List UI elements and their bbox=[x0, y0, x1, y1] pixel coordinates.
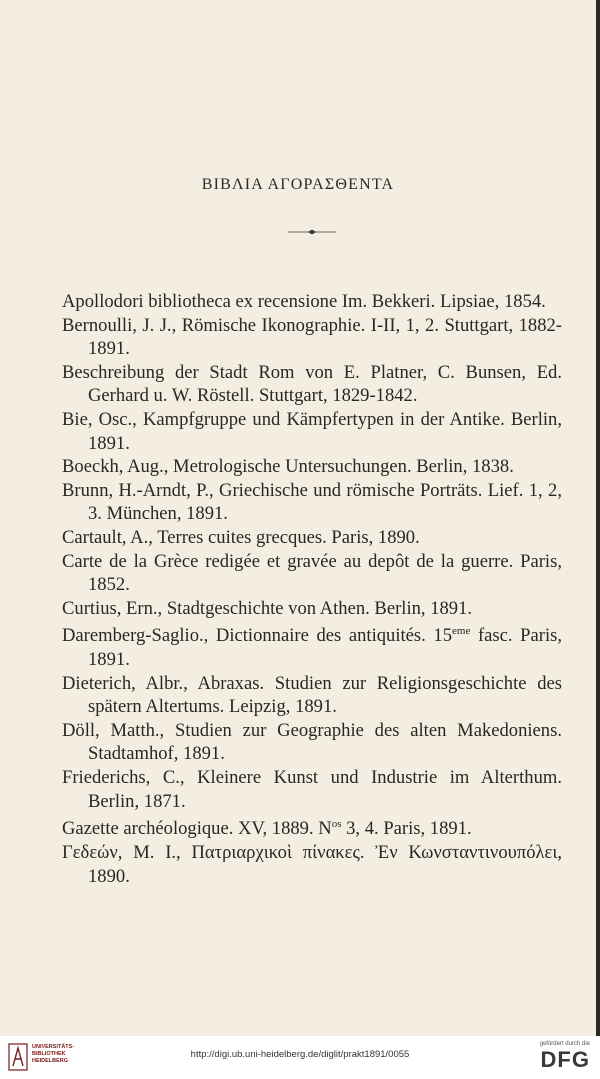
entry-superscript: os bbox=[331, 818, 342, 831]
dfg-logo: DFG bbox=[540, 1047, 590, 1072]
entry-text-tail: 3, 4. Paris, 1891. bbox=[341, 818, 472, 840]
bibliography-entry bbox=[62, 672, 562, 719]
source-url-link[interactable]: http://digi.ub.uni-heidelberg.de/diglit/prakt1891/0055 bbox=[190, 1049, 410, 1060]
bibliography-entry bbox=[62, 597, 562, 621]
bibliography-entry bbox=[62, 314, 562, 361]
entry-text: Bernoulli, J. J., Römische Ikonographie. I-II, 1, 2. Stuttgart, 1882-1891. bbox=[62, 314, 562, 360]
bibliography-entry bbox=[62, 550, 562, 597]
entry-text: Dieterich, Albr., Abraxas. Studien zur Religionsgeschichte des spätern Altertums. Leipzig, 1891. bbox=[62, 672, 562, 718]
entry-text: Bie, Osc., Kampfgruppe und Kämpfertypen in der Antike. Berlin, 1891. bbox=[62, 408, 562, 454]
library-line: UNIVERSITÄTS- bbox=[32, 1044, 75, 1050]
bibliography-entry bbox=[62, 719, 562, 766]
entry-text: Γεδεών, Μ. Ι., Πατριαρχικοὶ πίνακες. Ἐν Κωνσταντινουπόλει, 1890. bbox=[62, 842, 562, 887]
entry-text: Carte de la Grèce redigée et gravée au depôt de la guerre. Paris, 1852. bbox=[62, 550, 562, 596]
sponsor-caption: gefördert durch die bbox=[539, 1041, 590, 1047]
bibliography-entry bbox=[62, 620, 562, 671]
sponsor-block bbox=[540, 1040, 590, 1072]
entry-text-tail: fasc. Paris, 1891. bbox=[88, 625, 562, 671]
entry-text: Beschreibung der Stadt Rom von E. Platner, C. Bunsen, Ed. Gerhard u. W. Röstell. Stuttgart, 1829-1842. bbox=[62, 361, 562, 407]
bibliography-entry bbox=[62, 813, 562, 841]
entry-text: Daremberg-Saglio., Dictionnaire des antiquités. 15 bbox=[62, 625, 453, 647]
bibliography-entry bbox=[62, 455, 562, 479]
entry-text: Boeckh, Aug., Metrologische Untersuchungen. Berlin, 1838. bbox=[62, 456, 514, 478]
entry-text: Cartault, A., Terres cuites grecques. Paris, 1890. bbox=[62, 526, 420, 548]
entry-text: Apollodori bibliotheca ex recensione Im. Bekkeri. Lipsiae, 1854. bbox=[62, 291, 546, 312]
page-heading: ΒΙΒΛΙΑ ΑΓΟΡΑΣΘΕΝΤΑ bbox=[201, 176, 395, 193]
entry-text: Brunn, H.-Arndt, P., Griechische und römische Porträts. Lief. 1, 2, 3. München, 1891. bbox=[62, 479, 562, 525]
entry-text: Curtius, Ern., Stadtgeschichte von Athen. Berlin, 1891. bbox=[62, 597, 473, 619]
bibliography-entry bbox=[62, 526, 562, 550]
entry-text: Döll, Matth., Studien zur Geographie des alten Makedoniens. Stadtamhof, 1891. bbox=[62, 719, 562, 765]
bibliography-entry bbox=[62, 479, 562, 526]
bibliography-list bbox=[62, 290, 562, 888]
entry-text: Friederichs, C., Kleinere Kunst und Industrie im Alterthum. Berlin, 1871. bbox=[62, 767, 562, 812]
bibliography-entry bbox=[62, 766, 562, 813]
bibliography-entry bbox=[62, 290, 562, 314]
bibliography-entry bbox=[62, 841, 562, 888]
ornament-divider-icon bbox=[288, 228, 336, 236]
bibliography-entry bbox=[62, 361, 562, 408]
entry-text: Gazette archéologique. XV, 1889. N bbox=[62, 818, 332, 840]
entry-superscript: eme bbox=[452, 625, 471, 638]
bibliography-entry bbox=[62, 408, 562, 455]
library-line: BIBLIOTHEK bbox=[32, 1051, 66, 1057]
library-line: HEIDELBERG bbox=[32, 1058, 69, 1064]
footer-bar bbox=[0, 1036, 600, 1079]
